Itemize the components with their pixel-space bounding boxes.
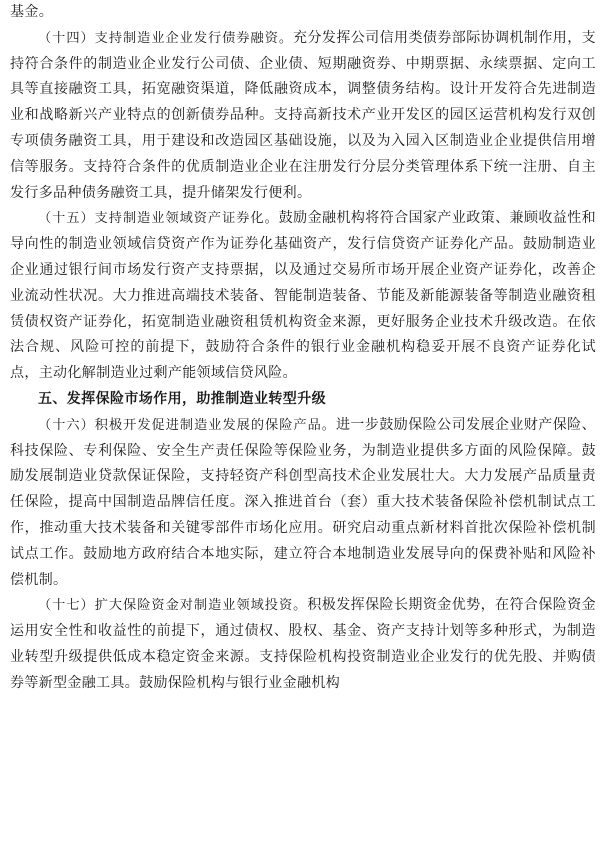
paragraph-17: [10, 593, 596, 696]
paragraph-14: [10, 26, 596, 207]
paragraph-14-lead: （十四）支持制造业企业发行债券融资。: [38, 30, 294, 46]
paragraph-17-body: 积极发挥保险长期资金优势，在符合保险资金运用安全性和收益性的前提下，通过债权、股权、基金、资产支持计划等多种形式，为制造业转型升级提供低成本稳定资金来源。支持保险机构投资制造业企业发行的优先股、并购债券等新型金融工具。鼓励保险机构与银行业金融机构: [10, 597, 596, 691]
paragraph-17-lead: （十七）扩大保险资金对制造业领域投资。: [38, 598, 308, 614]
paragraph-fragment-top: [10, 0, 596, 26]
section-5-heading: 五、发挥保险市场作用，助推制造业转型升级: [38, 390, 326, 407]
paragraph-15-lead: （十五）支持制造业领域资产证券化。: [38, 211, 279, 227]
paragraph-15: [10, 206, 596, 387]
paragraph-16-lead: （十六）积极开发促进制造业发展的保险产品。: [38, 417, 336, 433]
fragment-text: 基金。: [10, 4, 54, 20]
paragraph-16: [10, 413, 596, 594]
paragraph-15-body: 鼓励金融机构将符合国家产业政策、兼顾收益性和导向性的制造业领域信贷资产作为证券化基础资产，发行信贷资产证券化产品。鼓励制造业企业通过银行间市场发行资产支持票据，以及通过交易所市场开展企业资产证券化，改善企业流动性状况。大力推进高端技术装备、智能制造装备、节能及新能源装备等制造业融资租赁债权资产证券化，拓宽制造业融资租赁机构资金来源，更好服务企业技术升级改造。在依法合规、风险可控的前提下，鼓励符合条件的银行业金融机构稳妥开展不良资产证券化试点，主动化解制造业过剩产能领域信贷风险。: [10, 210, 596, 382]
document-page: [10, 0, 596, 697]
paragraph-16-body: 进一步鼓励保险公司发展企业财产保险、科技保险、专利保险、安全生产责任保险等保险业务，为制造业提供多方面的风险保障。鼓励发展制造业贷款保证保险，支持轻资产科创型高技术企业发展壮大。大力发展产品质量责任保险，提高中国制造品牌信任度。深入推进首台（套）重大技术装备保险补偿机制试点工作，推动重大技术装备和关键零部件市场化应用。研究启动重点新材料首批次保险补偿机制试点工作。鼓励地方政府结合本地实际，建立符合本地制造业发展导向的保费补贴和风险补偿机制。: [10, 416, 596, 588]
paragraph-14-body: 充分发挥公司信用类债券部际协调机制作用，支持符合条件的制造业企业发行公司债、企业债、短期融资券、中期票据、永续票据、定向工具等直接融资工具，拓宽融资渠道，降低融资成本，调整债务结构。设计开发符合先进制造业和战略新兴产业特点的创新债券品种。支持高新技术产业开发区的园区运营机构发行双创专项债务融资工具，用于建设和改造园区基础设施，以及为入园入区制造业企业提供信用增信等服务。支持符合条件的优质制造业企业在注册发行分层分类管理体系下统一注册、自主发行多品种债务融资工具，提升储架发行便利。: [10, 29, 596, 201]
